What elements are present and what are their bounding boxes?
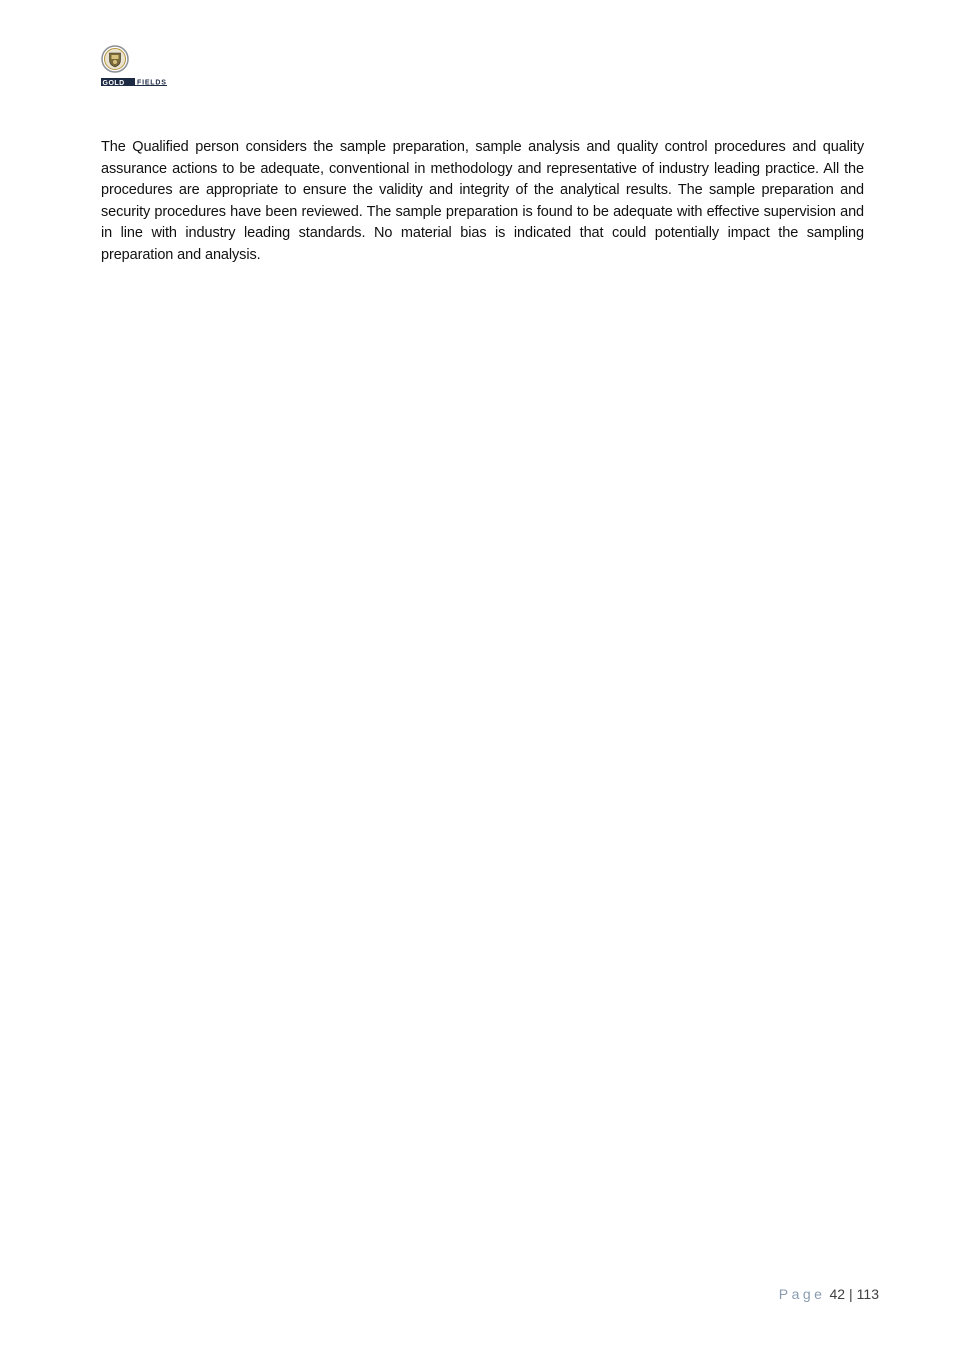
gold-fields-logo bbox=[101, 45, 169, 89]
page-footer bbox=[779, 1286, 879, 1302]
page-separator: | bbox=[849, 1286, 853, 1302]
logo-text: GOLD bbox=[102, 79, 125, 87]
page-number: 42 bbox=[829, 1286, 846, 1302]
svg-text:FIELDS: FIELDS bbox=[137, 79, 167, 87]
gold-fields-crest-icon bbox=[101, 45, 169, 89]
page-label: Page bbox=[778, 1286, 826, 1302]
page-total: 113 bbox=[856, 1286, 879, 1302]
body-paragraph: The Qualified person considers the sample preparation, sample analysis and quality control procedures and quality assurance actions to be adequate, conventional in methodology and representative of industry leading practice. All the procedures are appropriate to ensure the validity and integrity of the analytical results. The sample preparation and security procedures have been reviewed. The sample preparation is found to be adequate with effective supervision and in line with industry leading standards. No material bias is indicated that could potentially impact the sampling preparation and analysis. bbox=[101, 139, 864, 263]
